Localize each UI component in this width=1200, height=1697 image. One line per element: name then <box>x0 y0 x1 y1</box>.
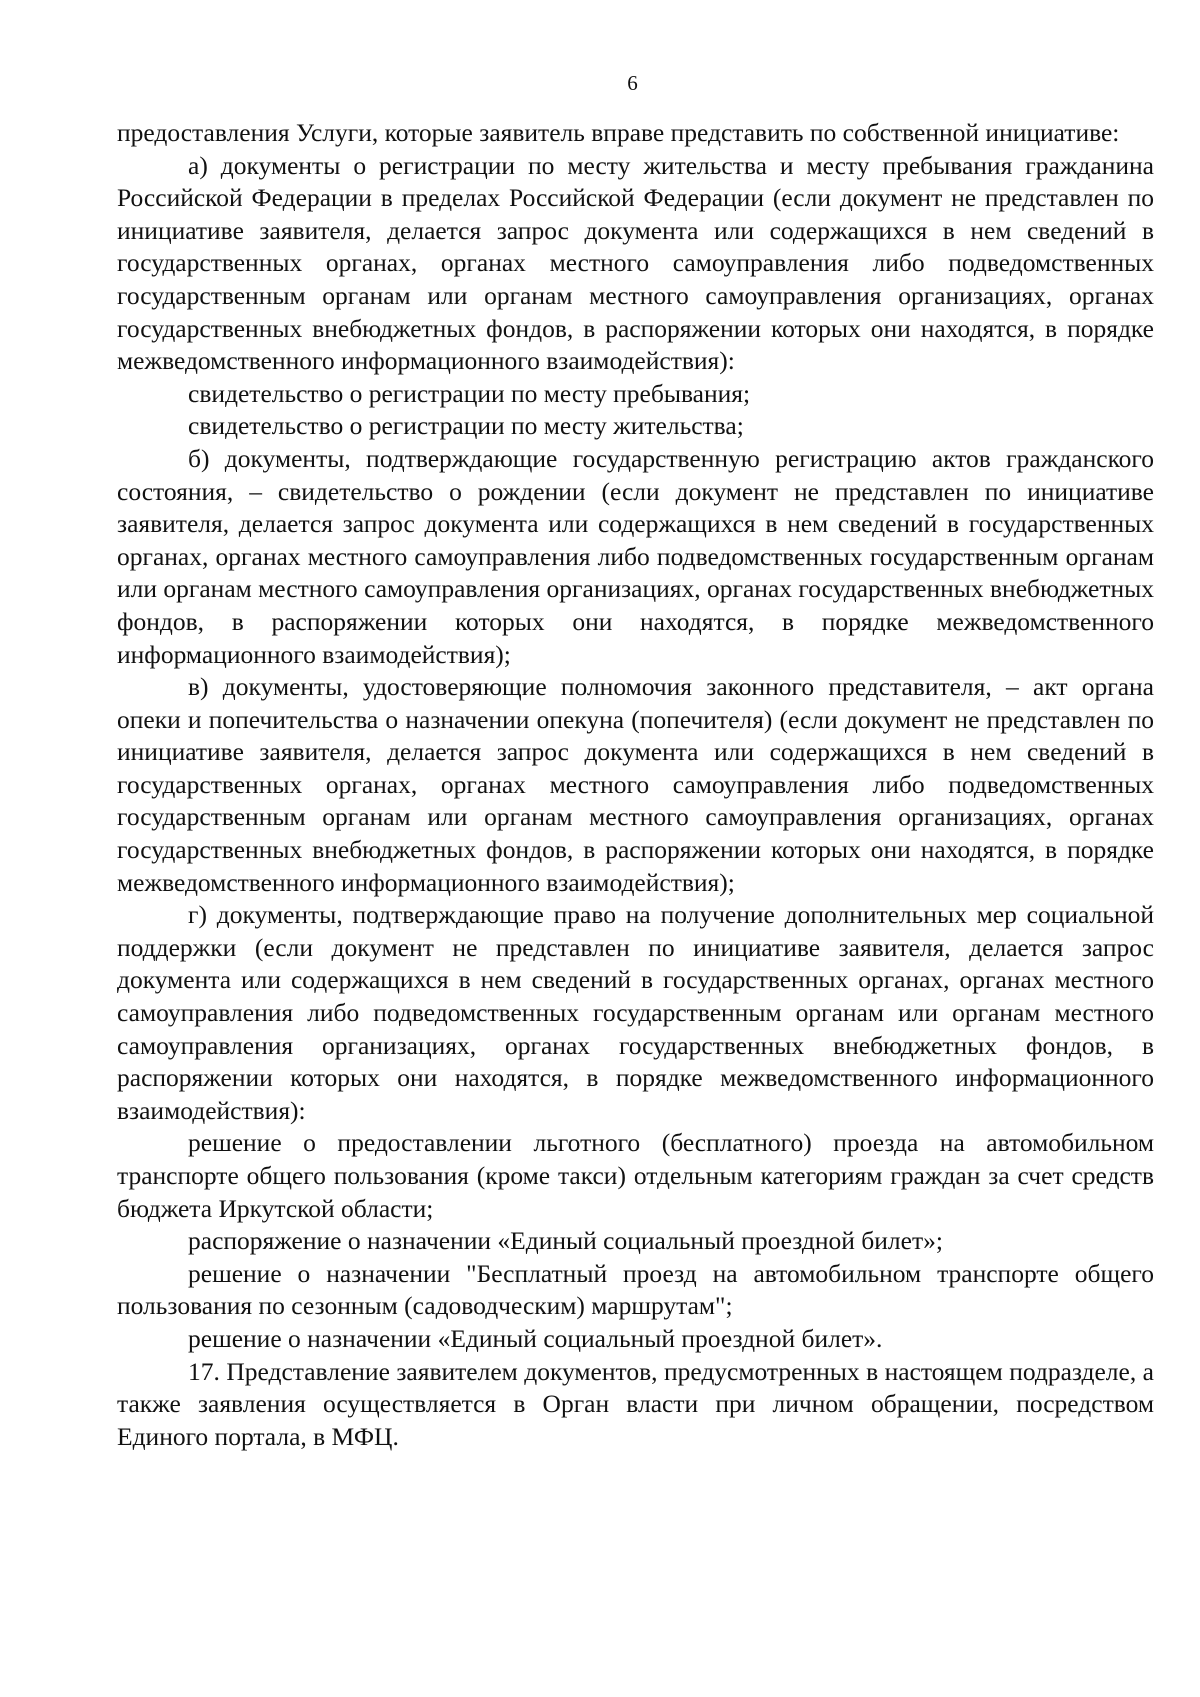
paragraph-decision-free-seasonal-travel: решение о назначении "Бесплатный проезд на автомобильном транспорте общего пользования по сезонным (садоводческим) маршрутам"; <box>117 1258 1154 1321</box>
paragraph-section-17: 17. Представление заявителем документов, предусмотренных в настоящем подразделе, а также заявления осуществляется в Орган власти при личном обращении, посредством Единого портала, в МФЦ. <box>117 1356 1154 1451</box>
paragraph-intro: предоставления Услуги, которые заявитель вправе представить по собственной инициативе: <box>117 118 1120 147</box>
paragraph-decision-social-ticket: решение о назначении «Единый социальный проездной билет». <box>188 1323 883 1353</box>
paragraph-order-social-ticket: распоряжение о назначении «Единый социальный проездной билет»; <box>188 1226 943 1256</box>
paragraph-certificate-stay: свидетельство о регистрации по месту пребывания; <box>188 378 751 408</box>
paragraph-item-b: б) документы, подтверждающие государственную регистрацию актов гражданского состояния, – свидетельство о рождении (если документ не представлен по инициативе заявителя, делается запрос документа или содержащихся в нем сведений в государственных органах, органах местного самоуправления либо подведомственных государственным органам или органам местного самоуправления организациях, органах государственных внебюджетных фондов, в распоряжении которых они находятся, в порядке межведомственного информационного взаимодействия); <box>117 443 1154 669</box>
paragraph-item-g: г) документы, подтверждающие право на получение дополнительных мер социальной поддержки (если документ не представлен по инициативе заявителя, делается запрос документа или содержащихся в нем сведений в государственных органах, органах местного самоуправления либо подведомственных государственным органам или органам местного самоуправления организациях, органах государственных внебюджетных фондов, в распоряжении которых они находятся, в порядке межведомственного информационного взаимодействия): <box>117 900 1154 1125</box>
paragraph-decision-preferential-travel: решение о предоставлении льготного (бесплатного) проезда на автомобильном транспорте общего пользования (кроме такси) отдельным категориям граждан за счет средств бюджета Иркутской области; <box>117 1128 1154 1223</box>
page-number: 6 <box>627 71 638 95</box>
paragraph-item-a: а) документы о регистрации по месту жительства и месту пребывания гражданина Российской Федерации в пределах Российской Федерации (если документ не представлен по инициативе заявителя, делается запрос документа или содержащихся в нем сведений в государственных органах, органах местного самоуправления либо подведомственных государственным органам или органам местного самоуправления организациях, органах государственных внебюджетных фондов, в распоряжении которых они находятся, в порядке межведомственного информационного взаимодействия): <box>117 150 1154 376</box>
paragraph-item-v: в) документы, удостоверяющие полномочия законного представителя, – акт органа опеки и попечительства о назначении опекуна (попечителя) (если документ не представлен по инициативе заявителя, делается запрос документа или содержащихся в нем сведений в государственных органах, органах местного самоуправления либо подведомственных государственным органам или органам местного самоуправления организациях, органах государственных внебюджетных фондов, в распоряжении которых они находятся, в порядке межведомственного информационного взаимодействия); <box>117 672 1154 897</box>
document-body <box>117 117 1154 1453</box>
paragraph-certificate-residence: свидетельство о регистрации по месту жительства; <box>188 411 744 441</box>
